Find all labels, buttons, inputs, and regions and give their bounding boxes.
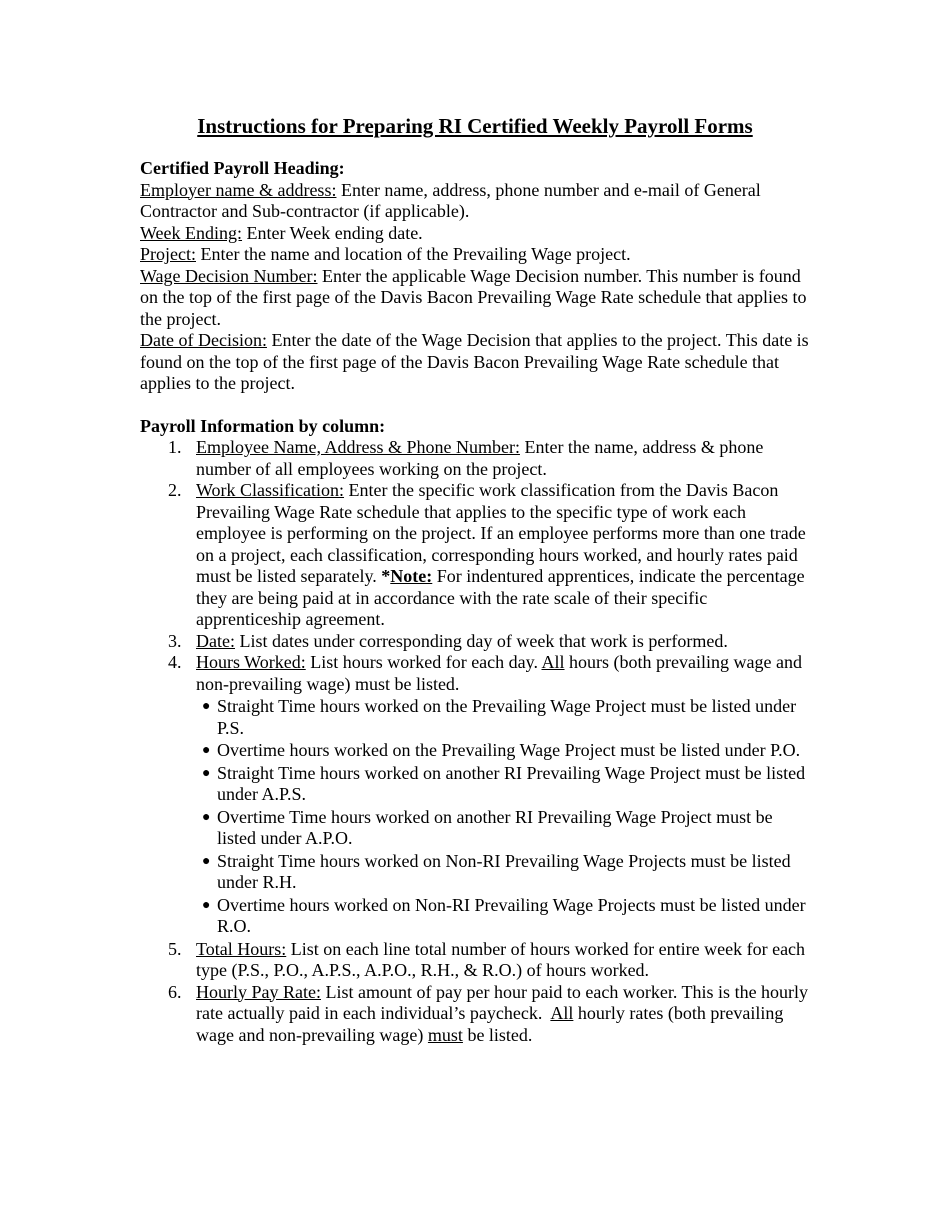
bullet-dot: ●	[202, 809, 211, 825]
entry-label: Date of Decision:	[140, 330, 267, 350]
item-label: Hourly Pay Rate:	[196, 981, 321, 1002]
entry-employer-name	[140, 180, 815, 223]
item-text: hourly rates (both prevailing wage and non-prevailing wage)	[196, 1003, 784, 1045]
entry-text: Enter Week ending date.	[242, 222, 423, 243]
bullet-text: Overtime hours worked on the Prevailing Wage Project must be listed under P.O.	[217, 740, 801, 760]
item-number: 3.	[168, 630, 182, 651]
section-heading-certified-payroll: Certified Payroll Heading:	[140, 158, 345, 178]
entry-wage-decision-number	[140, 266, 815, 331]
note-star: *	[381, 566, 391, 586]
item-text: hours (both prevailing wage and non-prevailing wage) must be listed.	[196, 652, 802, 694]
bullet-item	[196, 763, 815, 806]
bullet-text: Straight Time hours worked on the Prevailing Wage Project must be listed under P.S.	[217, 696, 797, 738]
heading-section	[140, 158, 815, 395]
item-emphasis: All	[541, 652, 565, 672]
bullet-dot: ●	[202, 699, 211, 714]
document-title: Instructions for Preparing RI Certified Weekly Payroll Forms	[197, 114, 753, 138]
bullet-text: Straight Time hours worked on another RI Prevailing Wage Project must be listed under A.P.S.	[217, 762, 806, 804]
item-text: List dates under corresponding day of week that work is performed.	[234, 630, 728, 651]
entry-text: Enter the name and location of the Prevailing Wage project.	[196, 244, 631, 264]
document-body	[140, 158, 815, 1046]
bullet-text: Overtime Time hours worked on another RI Prevailing Wage Project must be listed under A.P.O.	[217, 806, 773, 848]
item-text: List on each line total number of hours worked for entire week for each type (P.S., P.O., A.P.S., A.P.O., R.H., & R.O.) of hours worked.	[196, 938, 806, 980]
item-text: Enter the name, address & phone number of all employees working on the project.	[196, 437, 764, 479]
payroll-column-list	[140, 437, 815, 1046]
bullet-dot: ●	[202, 897, 211, 913]
section-heading-payroll-information: Payroll Information by column:	[140, 415, 386, 436]
bullet-text: Straight Time hours worked on Non-RI Prevailing Wage Projects must be listed under R.H.	[217, 850, 791, 892]
entry-label: Wage Decision Number:	[140, 265, 318, 286]
list-item-work-classification	[140, 480, 815, 631]
item-label: Total Hours:	[196, 938, 287, 959]
bullet-item	[196, 740, 815, 762]
item-label: Date:	[196, 630, 235, 651]
entry-text: Enter name, address, phone number and e-mail of General Contractor and Sub-contractor (if applicable).	[140, 179, 761, 221]
item-number: 5.	[168, 938, 182, 959]
list-item-total-hours	[140, 939, 815, 982]
item-label: Employee Name, Address & Phone Number:	[196, 437, 520, 457]
bullet-item	[196, 851, 815, 894]
bullet-text: Overtime hours worked on Non-RI Prevailing Wage Projects must be listed under R.O.	[217, 894, 806, 936]
entry-date-of-decision	[140, 330, 815, 395]
bullet-dot: ●	[202, 743, 211, 758]
item-number: 4.	[168, 652, 182, 672]
item-text: List hours worked for each day.	[305, 652, 542, 672]
entry-label: Week Ending:	[140, 222, 243, 243]
bullet-dot: ●	[202, 853, 211, 869]
entry-text: Enter the date of the Wage Decision that applies to the project. This date is found on the top of the first page of the Davis Bacon Prevailing Wage Rate schedule that applies to the project.	[140, 330, 809, 393]
bullet-item	[196, 895, 815, 938]
list-item-date	[140, 631, 815, 653]
note-label: Note:	[390, 566, 433, 586]
item-emphasis: All	[550, 1003, 574, 1023]
entry-text: Enter the applicable Wage Decision number. This number is found on the top of the first page of the Davis Bacon Prevailing Wage Rate schedule that applies to the project.	[140, 265, 807, 329]
bullet-item	[196, 807, 815, 850]
entry-label: Project:	[140, 244, 196, 264]
entry-week-ending	[140, 223, 815, 245]
item-text: Enter the specific work classification from the Davis Bacon Prevailing Wage Rate schedule that applies to the specific type of work each employee is performing on the project. If an employee performs more than one trade on a project, each classification, corresponding hours worked, and hourly rates paid must be listed separately.	[196, 480, 806, 586]
item-label: Work Classification:	[196, 480, 345, 500]
bullet-dot: ●	[202, 765, 211, 781]
entry-project	[140, 244, 815, 266]
item-label: Hours Worked:	[196, 652, 306, 672]
bullet-item	[196, 696, 815, 739]
list-item-hourly-pay-rate	[140, 982, 815, 1047]
list-item-employee-name	[140, 437, 815, 480]
hours-worked-bullets	[196, 696, 815, 938]
item-emphasis: must	[427, 1024, 463, 1045]
item-number: 6.	[168, 981, 182, 1002]
section-spacer	[140, 395, 815, 416]
payroll-section	[140, 416, 815, 1047]
item-text: List amount of pay per hour paid to each worker. This is the hourly rate actually paid in each individual’s paycheck.	[196, 981, 813, 1023]
list-item-hours-worked	[140, 652, 815, 938]
item-number: 1.	[168, 437, 182, 457]
note-text: For indentured apprentices, indicate the percentage they are being paid at in accordance with the rate scale of their specific apprenticeship agreement.	[196, 566, 805, 629]
entry-label: Employer name & address:	[140, 179, 337, 200]
item-number: 2.	[168, 480, 182, 500]
item-text: be listed.	[462, 1024, 533, 1045]
